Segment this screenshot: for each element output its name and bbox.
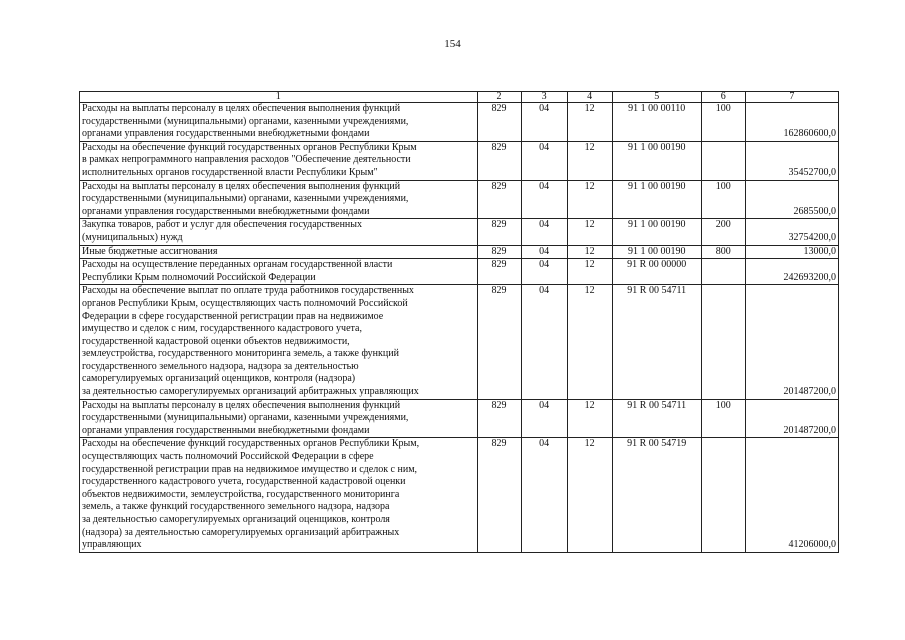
expense-type-code: 100: [701, 399, 745, 438]
column-header: 3: [521, 92, 567, 103]
subsection-code: 12: [567, 285, 612, 399]
row-description: Расходы на обеспечение выплат по оплате труда работников государственных органов Республики Крым, осуществляющих часть полномочий Российской Федерации в сфере государственной регистрации прав на недвижимое имущество и сделок с ним, государственного кадастрового учета, государственной кадастровой оценки объектов недвижимости, землеустройства, государственного мониторинга земель, а также функций государственного земельного надзора, надзора за деятельностью саморегулируемых организаций оценщиков, контроля (надзора) за деятельностью саморегулируемых организаций арбитражных управляющих: [80, 285, 478, 399]
target-item-code: 91 R 00 00000: [612, 259, 701, 285]
table-row: [80, 245, 839, 259]
subsection-code: 12: [567, 103, 612, 142]
table-row: [80, 141, 839, 180]
budget-table: [79, 91, 839, 553]
expense-type-code: [701, 285, 745, 399]
table-row: [80, 259, 839, 285]
row-description: Иные бюджетные ассигнования: [80, 245, 478, 259]
subsection-code: 12: [567, 245, 612, 259]
row-description: Закупка товаров, работ и услуг для обеспечения государственных (муниципальных) нужд: [80, 219, 478, 245]
expense-type-code: 100: [701, 103, 745, 142]
amount-value: 13000,0: [745, 245, 838, 259]
target-item-code: 91 1 00 00190: [612, 180, 701, 219]
column-header: 1: [80, 92, 478, 103]
table-row: [80, 219, 839, 245]
amount-value: 2685500,0: [745, 180, 838, 219]
target-item-code: 91 R 00 54711: [612, 399, 701, 438]
column-header: 2: [477, 92, 521, 103]
expense-type-code: [701, 438, 745, 552]
target-item-code: 91 1 00 00110: [612, 103, 701, 142]
subsection-code: 12: [567, 219, 612, 245]
column-header: 6: [701, 92, 745, 103]
page-number: 154: [444, 38, 461, 50]
expense-type-code: [701, 141, 745, 180]
row-description: Расходы на осуществление переданных органам государственной власти Республики Крым полномочий Российской Федерации: [80, 259, 478, 285]
row-description: Расходы на обеспечение функций государственных органов Республики Крым в рамках непрограммного направления расходов "Обеспечение деятельности исполнительных органов государственной власти Республики Крым": [80, 141, 478, 180]
ministry-code: 829: [477, 438, 521, 552]
table-row: [80, 399, 839, 438]
target-item-code: 91 R 00 54719: [612, 438, 701, 552]
amount-value: 32754200,0: [745, 219, 838, 245]
subsection-code: 12: [567, 438, 612, 552]
section-code: 04: [521, 399, 567, 438]
section-code: 04: [521, 285, 567, 399]
column-header: 5: [612, 92, 701, 103]
ministry-code: 829: [477, 219, 521, 245]
table-row: [80, 180, 839, 219]
row-description: Расходы на обеспечение функций государственных органов Республики Крым, осуществляющих часть полномочий Российской Федерации в сфере государственной регистрации прав на недвижимое имущество и сделок с ним, государственного кадастрового учета, государственной кадастровой оценки объектов недвижимости, землеустройства, государственного мониторинга земель, а также функций государственного земельного надзора, надзора за деятельностью саморегулируемых организаций оценщиков, контроля (надзора) за деятельностью саморегулируемых организаций арбитражных управляющих: [80, 438, 478, 552]
section-code: 04: [521, 180, 567, 219]
table-row: [80, 285, 839, 399]
row-description: Расходы на выплаты персоналу в целях обеспечения выполнения функций государственными (муниципальными) органами, казенными учреждениями, органами управления государственными внебюджетными фондами: [80, 399, 478, 438]
ministry-code: 829: [477, 259, 521, 285]
expense-type-code: [701, 259, 745, 285]
subsection-code: 12: [567, 180, 612, 219]
section-code: 04: [521, 219, 567, 245]
table-row: [80, 103, 839, 142]
target-item-code: 91 R 00 54711: [612, 285, 701, 399]
section-code: 04: [521, 259, 567, 285]
row-description: Расходы на выплаты персоналу в целях обеспечения выполнения функций государственными (муниципальными) органами, казенными учреждениями, органами управления государственными внебюджетными фондами: [80, 103, 478, 142]
ministry-code: 829: [477, 245, 521, 259]
section-code: 04: [521, 141, 567, 180]
section-code: 04: [521, 438, 567, 552]
ministry-code: 829: [477, 141, 521, 180]
ministry-code: 829: [477, 180, 521, 219]
section-code: 04: [521, 103, 567, 142]
column-header: 7: [745, 92, 838, 103]
table-header-row: [80, 92, 839, 103]
subsection-code: 12: [567, 141, 612, 180]
target-item-code: 91 1 00 00190: [612, 141, 701, 180]
column-header: 4: [567, 92, 612, 103]
section-code: 04: [521, 245, 567, 259]
row-description: Расходы на выплаты персоналу в целях обеспечения выполнения функций государственными (муниципальными) органами, казенными учреждениями, органами управления государственными внебюджетными фондами: [80, 180, 478, 219]
amount-value: 35452700,0: [745, 141, 838, 180]
target-item-code: 91 1 00 00190: [612, 219, 701, 245]
ministry-code: 829: [477, 399, 521, 438]
amount-value: 242693200,0: [745, 259, 838, 285]
amount-value: 201487200,0: [745, 399, 838, 438]
amount-value: 41206000,0: [745, 438, 838, 552]
amount-value: 162860600,0: [745, 103, 838, 142]
ministry-code: 829: [477, 103, 521, 142]
expense-type-code: 100: [701, 180, 745, 219]
subsection-code: 12: [567, 399, 612, 438]
target-item-code: 91 1 00 00190: [612, 245, 701, 259]
expense-type-code: 800: [701, 245, 745, 259]
expense-type-code: 200: [701, 219, 745, 245]
ministry-code: 829: [477, 285, 521, 399]
table-row: [80, 438, 839, 552]
subsection-code: 12: [567, 259, 612, 285]
amount-value: 201487200,0: [745, 285, 838, 399]
